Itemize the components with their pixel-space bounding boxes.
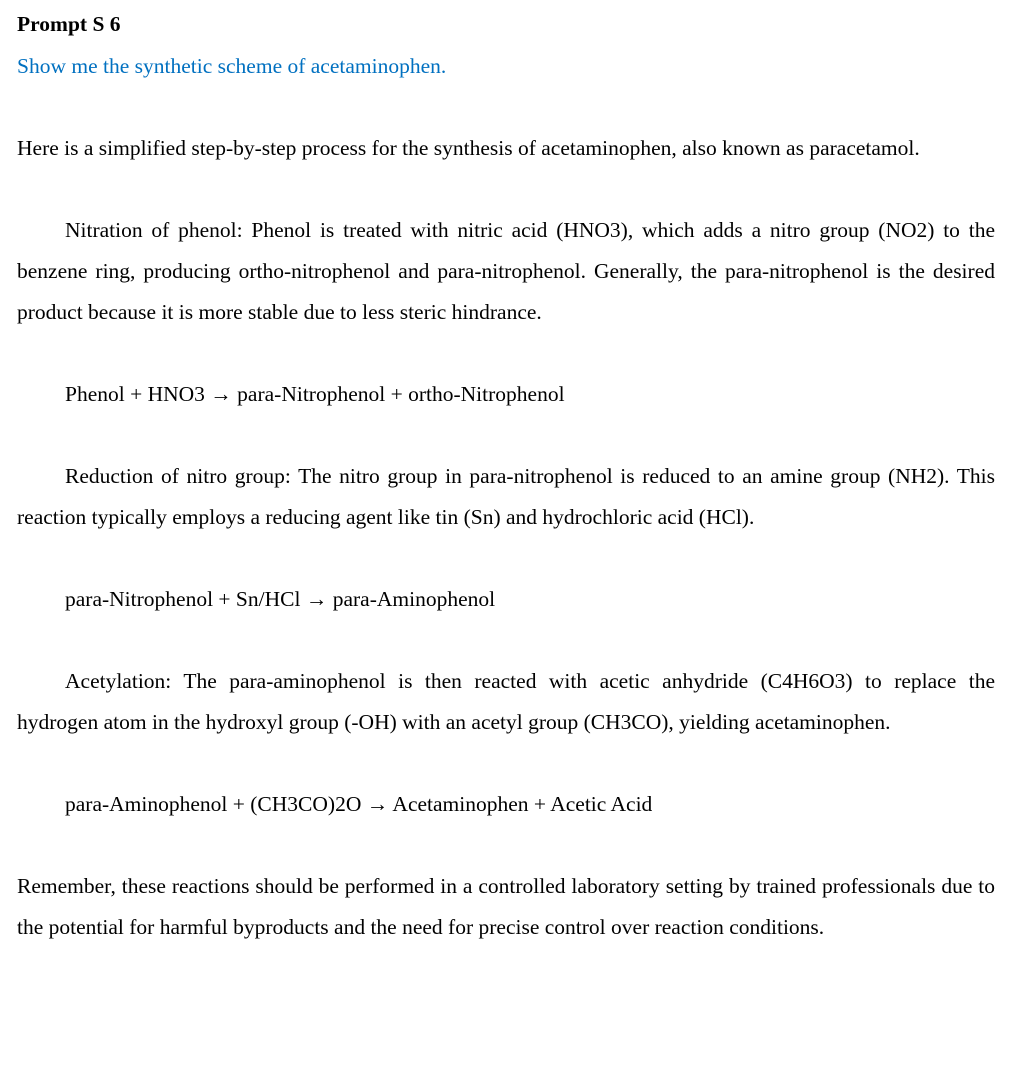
step-1-description: Nitration of phenol: Phenol is treated with nitric acid (HNO3), which adds a nitro group (NO2) to the benzene ring, producing ortho-nitrophenol and para-nitrophenol. Generally, the para-nitrophenol is the desired product because it is more stable due to less steric hindrance. [17, 218, 995, 324]
step-3-equation: para-Aminophenol + (CH3CO)2O → Acetaminophen + Acetic Acid [65, 792, 653, 816]
document [17, 3, 995, 948]
step-1-equation: Phenol + HNO3 → para-Nitrophenol + ortho-Nitrophenol [65, 382, 565, 406]
step-2-equation: para-Nitrophenol + Sn/HCl → para-Aminophenol [65, 587, 496, 611]
intro-paragraph: Here is a simplified step-by-step process for the synthesis of acetaminophen, also known as paracetamol. [17, 136, 920, 160]
prompt-title: Prompt S 6 [17, 12, 121, 36]
closing-paragraph: Remember, these reactions should be performed in a controlled laboratory setting by trained professionals due to the potential for harmful byproducts and the need for precise control over reaction conditions. [17, 874, 995, 939]
step-3-description: Acetylation: The para-aminophenol is then reacted with acetic anhydride (C4H6O3) to replace the hydrogen atom in the hydroxyl group (-OH) with an acetyl group (CH3CO), yielding acetaminophen. [17, 669, 995, 734]
prompt-text: Show me the synthetic scheme of acetaminophen. [17, 54, 447, 78]
step-2-description: Reduction of nitro group: The nitro group in para-nitrophenol is reduced to an amine group (NH2). This reaction typically employs a reducing agent like tin (Sn) and hydrochloric acid (HCl). [17, 464, 995, 529]
